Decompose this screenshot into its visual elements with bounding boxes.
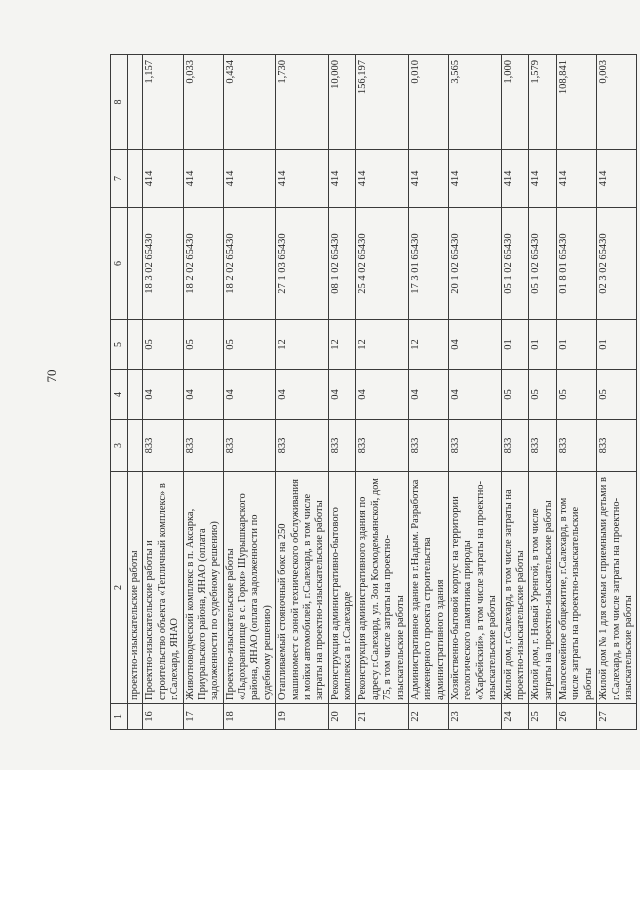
header-col-7: 7	[111, 150, 128, 208]
cell-col-7: 414	[501, 150, 529, 208]
cell-col-7: 414	[223, 150, 276, 208]
cell-col-8: 1,730	[276, 55, 329, 150]
cell-name: Административное здание в г.Надым. Разработка инженерного проекта строительства административного здания	[408, 472, 448, 704]
cell-col-5: 05	[183, 320, 223, 370]
cell-col-3: 833	[501, 420, 529, 472]
cell-col-4: 04	[408, 370, 448, 420]
table-row	[557, 55, 597, 730]
table-row	[356, 55, 409, 730]
cell-col-8: 0,434	[223, 55, 276, 150]
cell-col-4: 04	[449, 370, 502, 420]
cell-col-8: 1,579	[529, 55, 557, 150]
cell-col-5: 12	[276, 320, 329, 370]
cell-col-8: 108,841	[557, 55, 597, 150]
cell-no: 25	[529, 704, 557, 730]
cell-col-8: 0,010	[408, 55, 448, 150]
cell-no: 27	[597, 704, 637, 730]
cell-col-4: 04	[223, 370, 276, 420]
cell-col-3: 833	[557, 420, 597, 472]
cell-col-4: 04	[276, 370, 329, 420]
cell-col-5: 05	[223, 320, 276, 370]
cell-col-3: 833	[223, 420, 276, 472]
cell-no: 16	[143, 704, 183, 730]
cell-no: 18	[223, 704, 276, 730]
table-row	[408, 55, 448, 730]
table-row	[328, 55, 356, 730]
cell-col-6: 17 3 01 65430	[408, 208, 448, 320]
cell-col-5: 12	[408, 320, 448, 370]
header-col-2: 2	[111, 472, 128, 704]
cell-col-4: 04	[143, 370, 183, 420]
cell-col-8: 3,565	[449, 55, 502, 150]
table-row	[529, 55, 557, 730]
cell-col-7: 414	[449, 150, 502, 208]
cell-col-8: 1,000	[501, 55, 529, 150]
cell-name: Жилой дом № 1 для семьи с приемными детьми в г.Салехард, в том числе затраты на проектно-изыскательские работы	[597, 472, 637, 704]
cell-col-6: 18 3 02 65430	[143, 208, 183, 320]
cell-col-4: 05	[597, 370, 637, 420]
page-margin	[0, 770, 640, 905]
cell-col-7: 414	[276, 150, 329, 208]
cell-no: 26	[557, 704, 597, 730]
cell-no: 17	[183, 704, 223, 730]
cell-col-6: 05 1 02 65430	[501, 208, 529, 320]
cell-col-3: 833	[183, 420, 223, 472]
cell-name: Жилой дом, г. Новый Уренгой, в том числе затраты на проектно-изыскательские работы	[529, 472, 557, 704]
cell-col-5: 01	[501, 320, 529, 370]
cell-col-5: 04	[449, 320, 502, 370]
cell-name: Реконструкция административного здания по адресу г.Салехард, ул. Зои Космодемьянской, дом 75, в том числе затраты на проектно-изыскательские работы	[356, 472, 409, 704]
cell-col-4: 04	[328, 370, 356, 420]
cell-col-6: 27 1 03 65430	[276, 208, 329, 320]
cell-col-4: 04	[356, 370, 409, 420]
header-row	[111, 55, 128, 730]
table-row	[183, 55, 223, 730]
cell-col-5: 12	[356, 320, 409, 370]
cell-col-5: 01	[597, 320, 637, 370]
cell-name: Животноводческий комплекс в п. Аксарка, Приуральского района, ЯНАО (оплата задолженности по судебному решению)	[183, 472, 223, 704]
cell-no: 24	[501, 704, 529, 730]
cell-col-5: 01	[529, 320, 557, 370]
cell-name: Реконструкция административно-бытового комплекса в г.Салехарде	[328, 472, 356, 704]
cell-no: 22	[408, 704, 448, 730]
cell-col-3: 833	[597, 420, 637, 472]
cell-col-5: 01	[557, 320, 597, 370]
table-row	[449, 55, 502, 730]
cell-name: Проектно-изыскательские работы «Льдохранилище в с. Горки» Шурышкарского района, ЯНАО (оплата задолженности по судебному решению)	[223, 472, 276, 704]
cell-col-3: 833	[408, 420, 448, 472]
header-col-4: 4	[111, 370, 128, 420]
cell-col-4: 05	[557, 370, 597, 420]
budget-table	[110, 54, 637, 730]
table-row	[223, 55, 276, 730]
cell-col-3: 833	[356, 420, 409, 472]
cell-name: Хозяйственно-бытовой корпус на территории геологического памятника природы «Харбейский», в том числе затраты на проектно-изыскательские работы	[449, 472, 502, 704]
header-col-1: 1	[111, 704, 128, 730]
cell-no: 23	[449, 704, 502, 730]
table-row	[501, 55, 529, 730]
cell-col-8: 1,157	[143, 55, 183, 150]
cell-col-3: 833	[143, 420, 183, 472]
table-row	[597, 55, 637, 730]
page-number: 70	[44, 369, 59, 383]
cell-col-6: 18 2 02 65430	[183, 208, 223, 320]
cell-col-4: 05	[501, 370, 529, 420]
cell-name: Проектно-изыскательские работы и строительство объекта «Тепличный комплекс» в г.Салехард, ЯНАО	[143, 472, 183, 704]
cell-no	[128, 704, 143, 730]
cell-col-7: 414	[557, 150, 597, 208]
cell-no: 21	[356, 704, 409, 730]
cell-col-8: 156,197	[356, 55, 409, 150]
cell-col-5: 12	[328, 320, 356, 370]
cell-col-6: 18 2 02 65430	[223, 208, 276, 320]
cell-col-3: 833	[529, 420, 557, 472]
cell-name: проектно-изыскательские работы	[128, 472, 143, 704]
cell-col-3: 833	[276, 420, 329, 472]
cell-name: Малосемейное общежитие, г.Салехард, в том числе затраты на проектно-изыскательские работы	[557, 472, 597, 704]
cell-col-4: 04	[183, 370, 223, 420]
cell-name: Жилой дом, г.Салехард, в том числе затраты на проектно-изыскательские работы	[501, 472, 529, 704]
cell-col-5: 05	[143, 320, 183, 370]
cell-col-4: 05	[529, 370, 557, 420]
cell-col-3: 833	[328, 420, 356, 472]
cell-col-8: 0,003	[597, 55, 637, 150]
table-row	[143, 55, 183, 730]
cell-name: Отапливаемый стояночный бокс на 250 машиномест с зоной технического обслуживания и мойки автомобилей, г.Салехард, в том числе затраты на проектно-изыскательские работы	[276, 472, 329, 704]
cell-no: 19	[276, 704, 329, 730]
cell-col-6: 05 1 02 65430	[529, 208, 557, 320]
cell-col-6: 02 3 02 65430	[597, 208, 637, 320]
header-col-8: 8	[111, 55, 128, 150]
cell-col-7: 414	[356, 150, 409, 208]
cell-col-7: 414	[183, 150, 223, 208]
cell-col-6: 25 4 02 65430	[356, 208, 409, 320]
cell-col-8: 10,000	[328, 55, 356, 150]
carryover-row	[128, 55, 143, 730]
cell-col-7: 414	[408, 150, 448, 208]
cell-col-7: 414	[597, 150, 637, 208]
cell-col-7: 414	[143, 150, 183, 208]
header-col-3: 3	[111, 420, 128, 472]
cell-col-6: 20 1 02 65430	[449, 208, 502, 320]
header-col-6: 6	[111, 208, 128, 320]
header-col-5: 5	[111, 320, 128, 370]
cell-col-3: 833	[449, 420, 502, 472]
cell-col-7: 414	[529, 150, 557, 208]
cell-no: 20	[328, 704, 356, 730]
cell-col-6: 08 1 02 65430	[328, 208, 356, 320]
table-container	[110, 55, 634, 730]
cell-col-8: 0,033	[183, 55, 223, 150]
table-row	[276, 55, 329, 730]
cell-col-7: 414	[328, 150, 356, 208]
cell-col-6: 01 8 01 65430	[557, 208, 597, 320]
